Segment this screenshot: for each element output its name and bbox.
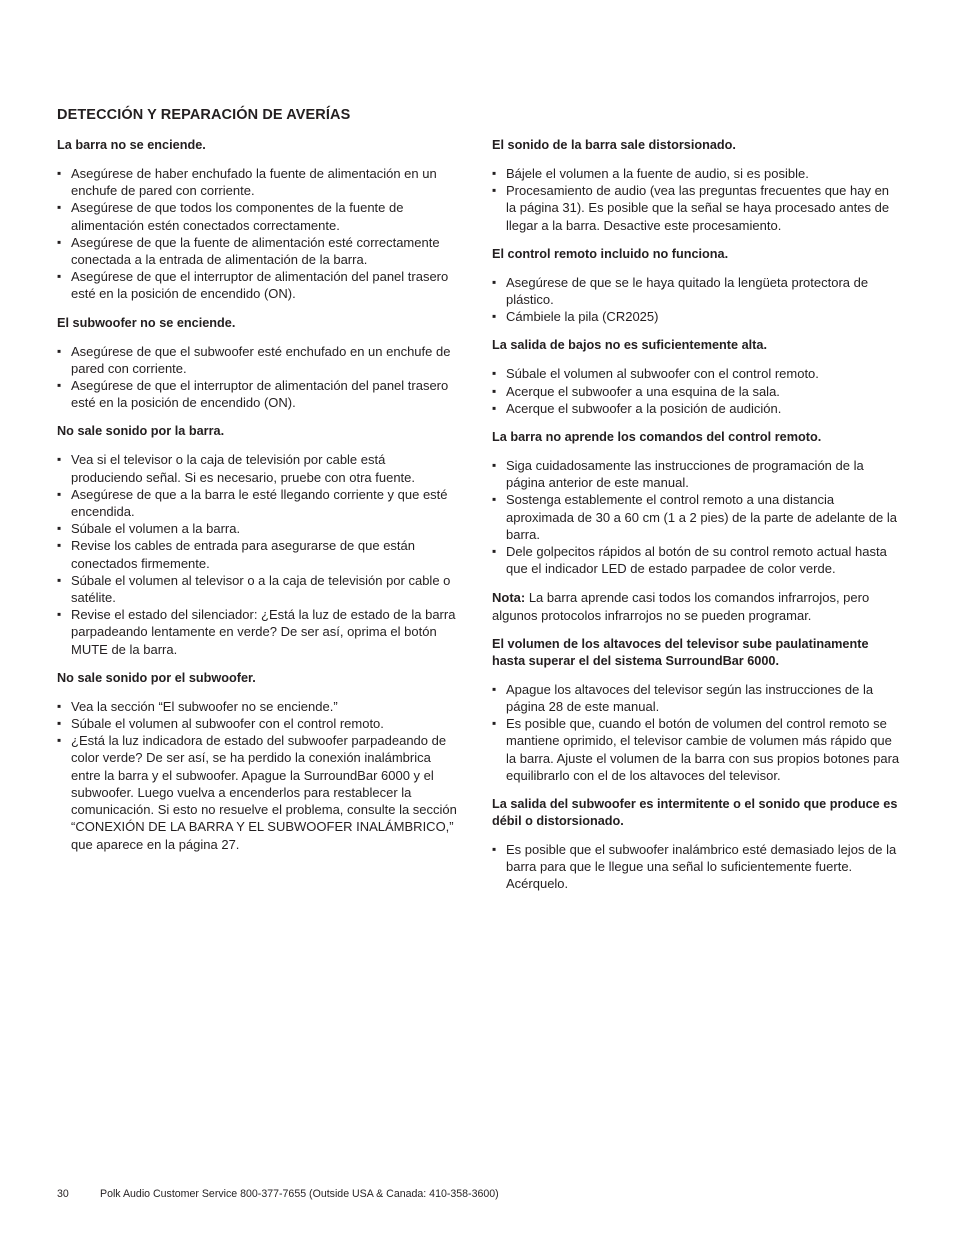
list-item: ▪ Bájele el volumen a la fuente de audio, si es posible.	[492, 165, 902, 182]
list-item: ▪ Asegúrese de que a la barra le esté llegando corriente y que esté encendida.	[57, 486, 457, 520]
section-heading: No sale sonido por la barra.	[57, 424, 225, 439]
page-footer	[57, 1188, 499, 1200]
troubleshoot-section	[492, 796, 902, 893]
section-heading: El sonido de la barra sale distorsionado.	[492, 138, 736, 152]
troubleshoot-section	[492, 137, 902, 234]
bullet-list	[492, 681, 902, 784]
list-item: ▪ ¿Está la luz indicadora de estado del subwoofer parpadeando de color verde? De ser así, se ha perdido la conexión inalámbrica entre la barra y el subwoofer. Apague la SurroundBar 6000 y el subwoofer. Luego vuelva a encenderlos para restablecer la comunicación. Si esto no resuelve el problema, consulte la sección “CONEXIÓN DE LA BARRA Y EL SUBWOOFER INALÁMBRICO,” que aparece en la página 27.	[57, 732, 457, 852]
list-item: ▪ Revise el estado del silenciador: ¿Está la luz de estado de la barra parpadeando lentamente en verde? De ser así, oprima el botón MUTE de la barra.	[57, 606, 457, 658]
bullet-list	[492, 274, 902, 326]
list-item: ▪ Revise los cables de entrada para asegurarse de que están conectados firmemente.	[57, 537, 457, 571]
note-paragraph	[492, 589, 902, 623]
bullet-list	[492, 457, 902, 577]
list-item: ▪ Súbale el volumen al televisor o a la caja de televisión por cable o satélite.	[57, 572, 457, 606]
section-heading: El subwoofer no se enciende.	[57, 315, 236, 330]
list-item: ▪ Vea si el televisor o la caja de televisión por cable está produciendo señal. Si es necesario, pruebe con otra fuente.	[57, 451, 457, 485]
troubleshoot-section	[57, 315, 457, 412]
troubleshoot-section	[492, 246, 902, 326]
section-heading: El control remoto incluido no funciona.	[492, 246, 729, 261]
list-item: ▪ Asegúrese de haber enchufado la fuente de alimentación en un enchufe de pared con corriente.	[57, 165, 457, 199]
list-item: ▪ Acerque el subwoofer a la posición de audición.	[492, 400, 902, 417]
troubleshoot-section	[492, 636, 902, 784]
list-item: ▪ Siga cuidadosamente las instrucciones de programación de la página anterior de este manual.	[492, 457, 902, 491]
list-item: ▪ Asegúrese de que la fuente de alimentación esté correctamente conectada a la entrada de alimentación de la barra.	[57, 234, 457, 268]
right-column	[492, 137, 902, 905]
troubleshoot-section	[57, 670, 457, 853]
left-column	[57, 137, 457, 865]
section-heading: La barra no se enciende.	[57, 138, 206, 152]
troubleshoot-section	[57, 423, 457, 657]
list-item: ▪ Es posible que el subwoofer inalámbrico esté demasiado lejos de la barra para que le llegue una señal lo suficientemente fuerte. Acérquelo.	[492, 841, 902, 893]
list-item: ▪ Asegúrese de que el subwoofer esté enchufado en un enchufe de pared con corriente.	[57, 343, 457, 377]
troubleshoot-section	[492, 429, 902, 577]
page-title: DETECCIÓN Y REPARACIÓN DE AVERÍAS	[57, 107, 351, 123]
section-heading: La barra no aprende los comandos del control remoto.	[492, 430, 822, 445]
section-heading: La salida de bajos no es suficientemente alta.	[492, 338, 767, 353]
bullet-list	[492, 365, 902, 417]
bullet-list	[492, 165, 902, 234]
section-heading: No sale sonido por el subwoofer.	[57, 670, 256, 685]
bullet-list	[492, 841, 902, 893]
list-item: ▪ Súbale el volumen al subwoofer con el control remoto.	[57, 715, 457, 732]
troubleshoot-section	[57, 137, 457, 303]
list-item: ▪ Es posible que, cuando el botón de volumen del control remoto se mantiene oprimido, el televisor cambie de volumen más rápido que la barra. Ajuste el volumen de la barra con sus propios botones para equilibrarlo con el de los altavoces del televisor.	[492, 715, 902, 784]
list-item: ▪ Vea la sección “El subwoofer no se enciende.”	[57, 698, 457, 715]
note-text: La barra aprende casi todos los comandos infrarrojos, pero algunos protocolos infrarrojos no se pueden programar.	[492, 590, 870, 623]
troubleshoot-section	[492, 337, 902, 417]
list-item: ▪ Asegúrese de que todos los componentes de la fuente de alimentación estén conectados correctamente.	[57, 199, 457, 233]
page-number: 30	[57, 1188, 69, 1200]
list-item: ▪ Procesamiento de audio (vea las preguntas frecuentes que hay en la página 31). Es posible que la señal se haya procesado antes de llegar a la barra. Desactive este procesamiento.	[492, 182, 902, 234]
note-label: Nota:	[492, 590, 526, 606]
list-item: ▪ Apague los altavoces del televisor según las instrucciones de la página 28 de este manual.	[492, 681, 902, 715]
list-item: ▪ Acerque el subwoofer a una esquina de la sala.	[492, 383, 902, 400]
section-heading: El volumen de los altavoces del televisor sube paulatinamente hasta superar el del sistema SurroundBar 6000.	[492, 636, 869, 668]
list-item: ▪ Asegúrese de que el interruptor de alimentación del panel trasero esté en la posición de encendido (ON).	[57, 268, 457, 302]
bullet-list	[57, 343, 457, 412]
list-item: ▪ Súbale el volumen al subwoofer con el control remoto.	[492, 365, 902, 382]
list-item: ▪ Asegúrese de que se le haya quitado la lengüeta protectora de plástico.	[492, 274, 902, 308]
bullet-list	[57, 451, 457, 657]
footer-text: Polk Audio Customer Service 800-377-7655 (Outside USA & Canada: 410-358-3600)	[100, 1188, 499, 1200]
section-heading: La salida del subwoofer es intermitente o el sonido que produce es débil o distorsionado.	[492, 797, 898, 829]
list-item: ▪ Cámbiele la pila (CR2025)	[492, 308, 902, 325]
bullet-list	[57, 165, 457, 303]
list-item: ▪ Asegúrese de que el interruptor de alimentación del panel trasero esté en la posición de encendido (ON).	[57, 377, 457, 411]
bullet-list	[57, 698, 457, 853]
list-item: ▪ Sostenga establemente el control remoto a una distancia aproximada de 30 a 60 cm (1 a 2 pies) de la parte de adelante de la barra.	[492, 491, 902, 543]
list-item: ▪ Súbale el volumen a la barra.	[57, 520, 457, 537]
list-item: ▪ Dele golpecitos rápidos al botón de su control remoto actual hasta que el indicador LED de estado parpadee de color verde.	[492, 543, 902, 577]
